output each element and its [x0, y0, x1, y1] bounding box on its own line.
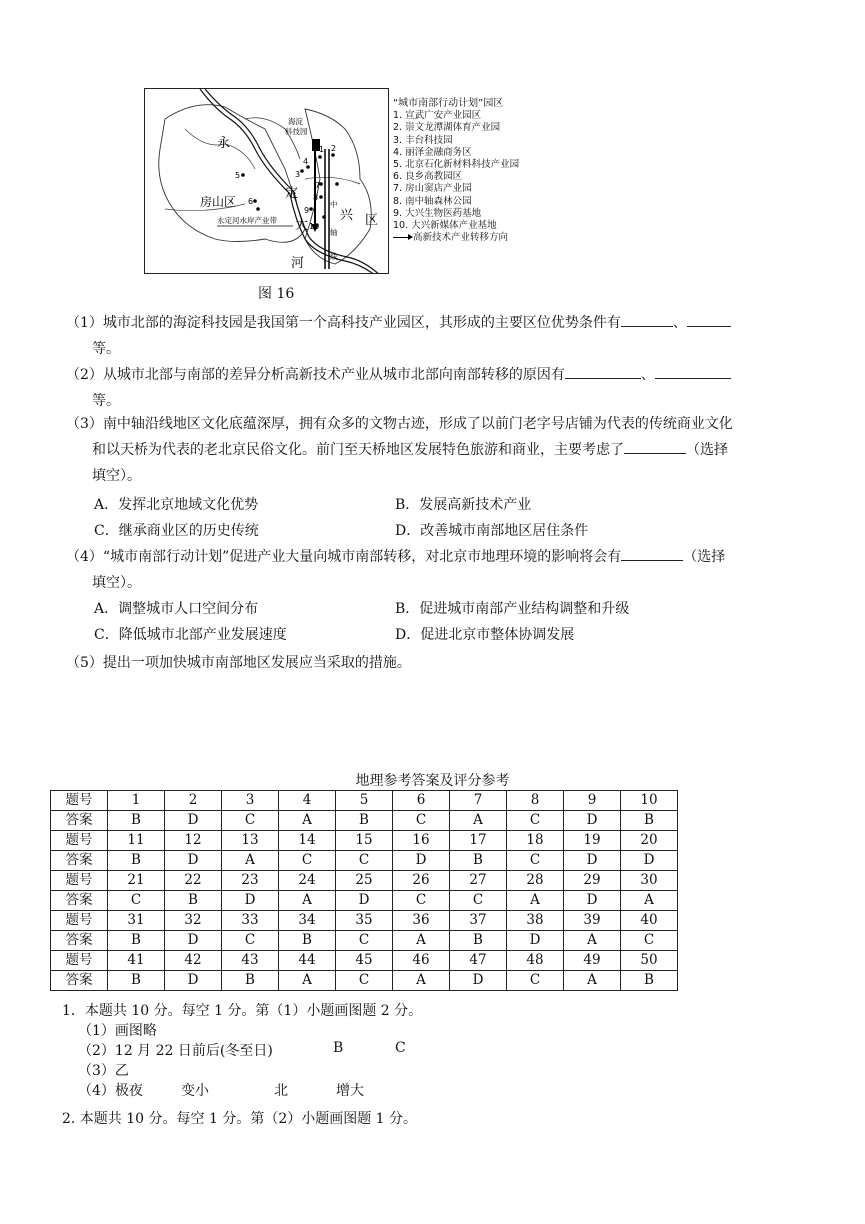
map-label-fangshan: 房山区	[200, 195, 237, 209]
legend-item: 8. 南中轴森林公园	[393, 195, 472, 207]
question-number-cell: 21	[108, 871, 165, 891]
q3-option-a: A．发挥北京地域文化优势	[94, 497, 259, 513]
row-header: 答案	[51, 851, 108, 871]
row-header: 答案	[51, 891, 108, 911]
question-number-cell: 17	[450, 831, 507, 851]
question-number-cell: 18	[507, 831, 564, 851]
question-number-cell: 32	[165, 911, 222, 931]
answer-cell: A	[393, 971, 450, 991]
answer-cell: C	[393, 811, 450, 831]
question-5: （5）提出一项加快城市南部地区发展应当采取的措施。	[66, 655, 411, 671]
svg-text:1: 1	[319, 145, 325, 154]
legend-item: 6. 良乡高教园区	[393, 171, 463, 183]
answer-cell: B	[108, 811, 165, 831]
row-header: 答案	[51, 931, 108, 951]
question-number-cell: 11	[108, 831, 165, 851]
question-number-cell: 26	[393, 871, 450, 891]
answer-cell: A	[507, 891, 564, 911]
answer-cell: A	[279, 811, 336, 831]
svg-text:9: 9	[304, 206, 310, 215]
svg-text:轴: 轴	[330, 228, 338, 237]
question-number-cell: 5	[336, 791, 393, 811]
question-number-cell: 8	[507, 791, 564, 811]
question-number-cell: 13	[222, 831, 279, 851]
answer-blank[interactable]	[565, 364, 641, 379]
question-number-cell: 43	[222, 951, 279, 971]
answer-cell: B	[165, 891, 222, 911]
answer-cell: D	[165, 931, 222, 951]
question-number-cell: 12	[165, 831, 222, 851]
q4-option-b: B．促进城市南部产业结构调整和升级	[395, 601, 630, 617]
answer-cell: B	[450, 931, 507, 951]
map-label-xing: 兴	[340, 208, 354, 223]
note-1-d4: 增大	[336, 1083, 364, 1099]
legend-item: 10. 大兴新媒体产业基地	[393, 220, 497, 232]
answer-cell: A	[621, 891, 678, 911]
question-number-row	[51, 911, 678, 931]
note-1-d2: 变小	[181, 1083, 209, 1099]
question-number-row	[51, 871, 678, 891]
legend-item: 9. 大兴生物医药基地	[393, 207, 482, 219]
question-4: （4）“城市南部行动计划”促进产业大量向城市南部转移，对北京市地理环境的影响将会有 （选择 填空）。	[66, 544, 786, 596]
question-number-cell: 41	[108, 951, 165, 971]
question-number-cell: 22	[165, 871, 222, 891]
row-header: 题号	[51, 911, 108, 931]
question-number-cell: 35	[336, 911, 393, 931]
question-number-cell: 34	[279, 911, 336, 931]
answer-blank[interactable]	[624, 439, 686, 454]
question-number-cell: 4	[279, 791, 336, 811]
row-header: 题号	[51, 791, 108, 811]
answer-cell: A	[279, 891, 336, 911]
answer-cell: A	[393, 931, 450, 951]
answer-cell: C	[507, 811, 564, 831]
question-number-cell: 19	[564, 831, 621, 851]
question-number-cell: 44	[279, 951, 336, 971]
answer-cell: C	[507, 851, 564, 871]
answer-cell: B	[450, 851, 507, 871]
answer-cell: D	[165, 811, 222, 831]
question-number-cell: 40	[621, 911, 678, 931]
answer-cell: C	[621, 931, 678, 951]
question-number-cell: 36	[393, 911, 450, 931]
answer-blank[interactable]	[655, 364, 731, 379]
svg-text:线: 线	[330, 252, 338, 261]
svg-text:8: 8	[313, 193, 319, 202]
question-number-cell: 29	[564, 871, 621, 891]
answer-blank[interactable]	[621, 546, 683, 561]
answer-row	[51, 811, 678, 831]
question-3: （3）南中轴沿线地区文化底蕴深厚，拥有众多的文物古迹，形成了以前门老字号店铺为代表的传统商业文化 和以天桥为代表的老北京民俗文化。前门至天桥地区发展特色旅游和商业，主要考虑了 （选择 填空）。	[66, 416, 733, 484]
answer-cell: D	[564, 811, 621, 831]
question-number-cell: 3	[222, 791, 279, 811]
legend-item: 3. 丰台科技园	[393, 134, 453, 146]
row-header: 题号	[51, 951, 108, 971]
answer-cell: B	[621, 971, 678, 991]
question-number-cell: 48	[507, 951, 564, 971]
answer-row	[51, 971, 678, 991]
svg-text:10: 10	[309, 222, 320, 231]
answer-cell: A	[450, 811, 507, 831]
map-label-da: 大	[295, 218, 309, 233]
question-number-cell: 1	[108, 791, 165, 811]
question-number-cell: 9	[564, 791, 621, 811]
note-1-c: （3）乙	[78, 1063, 129, 1079]
svg-text:3: 3	[295, 170, 301, 179]
map-label-yong: 永	[217, 136, 231, 151]
answer-cell: D	[450, 971, 507, 991]
q4-option-c: C．降低城市北部产业发展速度	[94, 627, 287, 643]
answer-cell: C	[450, 891, 507, 911]
answer-blank[interactable]	[621, 312, 673, 327]
answer-cell: D	[507, 931, 564, 951]
answer-cell: A	[564, 931, 621, 951]
question-number-cell: 28	[507, 871, 564, 891]
note-1-a: （1）画图略	[78, 1023, 157, 1039]
map-label-riverbelt: 永定河水岸产业带	[217, 216, 277, 225]
map-label-ding: 定	[285, 186, 299, 201]
question-number-row	[51, 831, 678, 851]
legend-item: 5. 北京石化新材料科技产业园	[393, 159, 520, 171]
answer-cell: C	[336, 971, 393, 991]
answer-cell: C	[336, 851, 393, 871]
question-number-cell: 2	[165, 791, 222, 811]
row-header: 答案	[51, 811, 108, 831]
question-number-cell: 23	[222, 871, 279, 891]
answer-cell: B	[108, 851, 165, 871]
row-header: 题号	[51, 871, 108, 891]
question-number-cell: 42	[165, 951, 222, 971]
answer-row	[51, 891, 678, 911]
question-number-cell: 30	[621, 871, 678, 891]
question-number-cell: 27	[450, 871, 507, 891]
answer-table	[50, 790, 678, 991]
answer-cell: A	[279, 971, 336, 991]
legend-item: 2. 崇文龙潭湖体育产业园	[393, 122, 501, 134]
question-number-cell: 49	[564, 951, 621, 971]
note-1-b-x: B	[333, 1040, 344, 1056]
answer-cell: C	[279, 851, 336, 871]
answer-cell: D	[564, 851, 621, 871]
legend-item: 1. 宣武广安产业园区	[393, 110, 482, 122]
note-1-d1: （4）极夜	[78, 1083, 143, 1099]
legend-arrow-item: 高新技术产业转移方向	[393, 232, 519, 244]
answer-cell: C	[393, 891, 450, 911]
answer-cell: B	[279, 931, 336, 951]
question-number-cell: 25	[336, 871, 393, 891]
note-1-d3: 北	[274, 1083, 288, 1099]
answer-cell: D	[222, 891, 279, 911]
answer-cell: C	[507, 971, 564, 991]
answer-row	[51, 931, 678, 951]
question-1: （1）城市北部的海淀科技园是我国第一个高科技产业园区，其形成的主要区位优势条件有 、 等。	[66, 310, 786, 362]
answer-cell: D	[336, 891, 393, 911]
question-number-cell: 47	[450, 951, 507, 971]
answer-row	[51, 851, 678, 871]
answer-cell: C	[222, 931, 279, 951]
note-1: 1．本题共 10 分。每空 1 分。第（1）小题画图题 2 分。	[62, 1003, 423, 1019]
row-header: 题号	[51, 831, 108, 851]
svg-text:5: 5	[235, 171, 241, 180]
question-2: （2）从城市北部与南部的差异分析高新技术产业从城市北部向南部转移的原因有 、 等。	[66, 362, 786, 414]
answer-blank[interactable]	[687, 312, 731, 327]
question-number-cell: 39	[564, 911, 621, 931]
map-label-haidian-park: 海淀	[288, 117, 303, 126]
question-number-cell: 31	[108, 911, 165, 931]
answer-cell: A	[222, 851, 279, 871]
question-number-cell: 50	[621, 951, 678, 971]
answer-cell: B	[621, 811, 678, 831]
note-2: 2. 本题共 10 分。每空 1 分。第（2）小题画图题 1 分。	[62, 1111, 418, 1127]
answer-key-title: 地理参考答案及评分参考	[355, 773, 510, 789]
question-number-cell: 20	[621, 831, 678, 851]
svg-text:4: 4	[303, 157, 309, 166]
answer-cell: B	[222, 971, 279, 991]
question-number-cell: 24	[279, 871, 336, 891]
question-number-cell: 15	[336, 831, 393, 851]
answer-cell: C	[222, 811, 279, 831]
q3-option-c: C．继承商业区的历史传统	[94, 523, 259, 539]
arrow-icon	[393, 237, 411, 238]
note-1-b: （2）12 月 22 日前后(冬至日)	[78, 1043, 273, 1059]
question-number-cell: 10	[621, 791, 678, 811]
svg-text:科技园: 科技园	[285, 127, 308, 136]
question-number-row	[51, 951, 678, 971]
map-label-qu: 区	[365, 213, 379, 228]
q4-option-d: D．促进北京市整体协调发展	[395, 627, 575, 643]
svg-text:2: 2	[331, 144, 337, 153]
answer-cell: D	[564, 891, 621, 911]
svg-text:6: 6	[248, 197, 254, 206]
legend-item: 4. 丽泽金融商务区	[393, 146, 472, 158]
map-figure	[144, 88, 389, 274]
legend-title: “城市南部行动计划”园区	[393, 98, 504, 109]
answer-cell: B	[336, 811, 393, 831]
svg-text:7: 7	[315, 181, 321, 190]
map-label-he: 河	[291, 256, 305, 271]
q3-option-d: D．改善城市南部地区居住条件	[395, 523, 589, 539]
legend-item: 7. 房山窦店产业园	[393, 183, 472, 195]
answer-cell: A	[564, 971, 621, 991]
question-number-cell: 33	[222, 911, 279, 931]
question-number-cell: 38	[507, 911, 564, 931]
question-number-cell: 7	[450, 791, 507, 811]
map-label-zhong: 中	[330, 200, 338, 209]
q4-option-a: A．调整城市人口空间分布	[94, 601, 259, 617]
question-number-cell: 46	[393, 951, 450, 971]
answer-cell: D	[165, 971, 222, 991]
answer-cell: D	[393, 851, 450, 871]
q3-option-b: B．发展高新技术产业	[395, 497, 532, 513]
answer-cell: B	[108, 931, 165, 951]
answer-cell: D	[165, 851, 222, 871]
answer-cell: D	[621, 851, 678, 871]
question-number-cell: 16	[393, 831, 450, 851]
note-1-b-y: C	[395, 1040, 406, 1056]
beijing-south-map	[145, 89, 389, 274]
question-number-cell: 37	[450, 911, 507, 931]
question-number-row	[51, 791, 678, 811]
figure-caption: 图 16	[258, 286, 295, 302]
answer-cell: B	[108, 971, 165, 991]
map-legend	[393, 98, 519, 244]
answer-cell: C	[108, 891, 165, 911]
question-number-cell: 6	[393, 791, 450, 811]
row-header: 答案	[51, 971, 108, 991]
answer-cell: C	[336, 931, 393, 951]
question-number-cell: 45	[336, 951, 393, 971]
question-number-cell: 14	[279, 831, 336, 851]
